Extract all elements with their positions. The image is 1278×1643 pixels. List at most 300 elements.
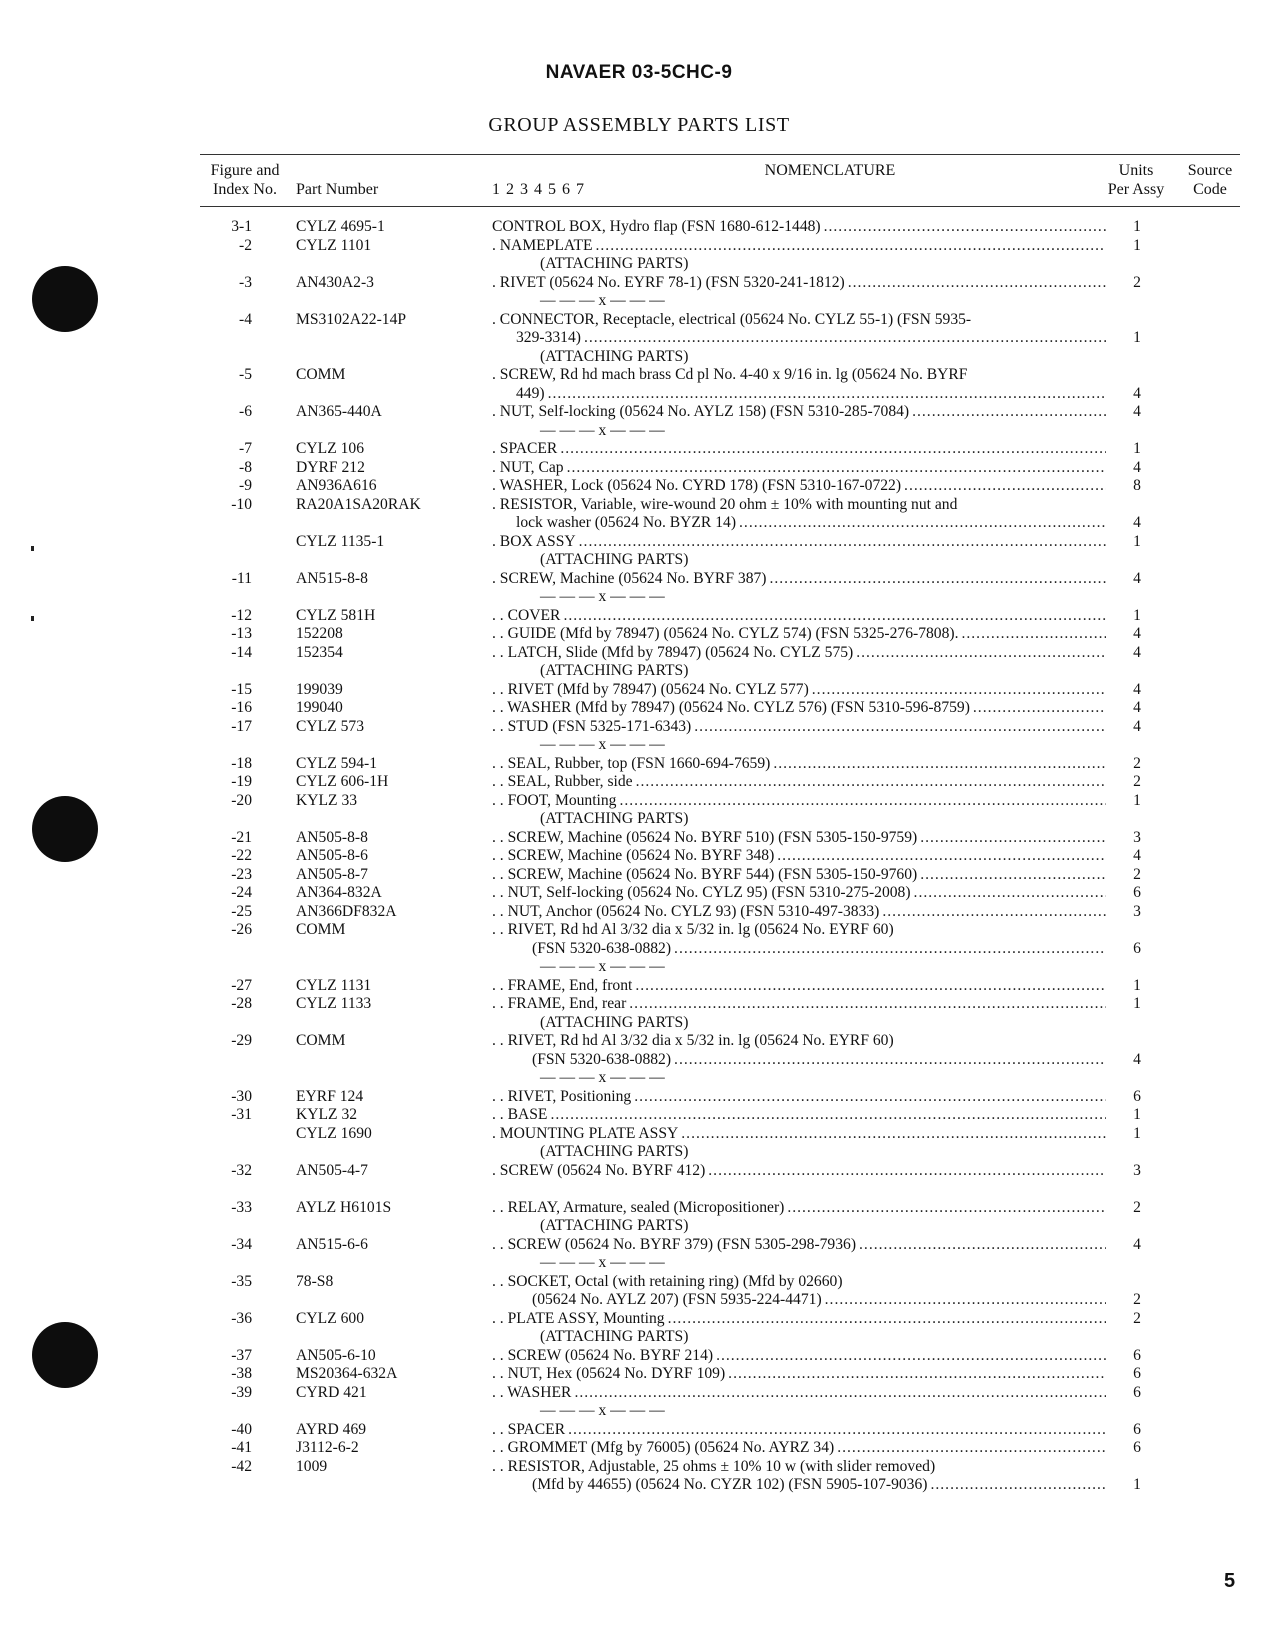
part-number: 199040 xyxy=(296,699,343,716)
part-number: AYLZ H6101S xyxy=(296,1198,392,1216)
nomenclature-line: CONTROL BOX, Hydro flap (FSN 1680-612-1448) xyxy=(492,218,821,235)
leader-dots xyxy=(739,514,1106,533)
nomenclature-line: . . RIVET, Rd hd Al 3/32 dia x 5/32 in. lg (05624 No. EYRF 60) xyxy=(492,921,894,938)
separator-row xyxy=(0,1328,1278,1347)
nomenclature xyxy=(492,884,1106,903)
nomenclature-line: — — — x — — — xyxy=(540,958,665,975)
table-row xyxy=(0,718,1278,737)
nomenclature-line: . . GUIDE (Mfd by 78947) (05624 No. CYLZ 574) (FSN 5325-276-7808). xyxy=(492,625,959,642)
nomenclature xyxy=(492,829,1106,848)
nomenclature-line: . WASHER, Lock (05624 No. CYRD 178) (FSN 5310-167-0722) xyxy=(492,477,902,494)
part-number: 152354 xyxy=(296,643,343,661)
nomenclature xyxy=(492,1439,1106,1458)
units-per-assy: 4 xyxy=(1133,625,1141,642)
leader-dots xyxy=(629,995,1106,1014)
column-header-figure-index xyxy=(200,161,290,199)
leader-dots xyxy=(961,625,1106,644)
index-number: -4 xyxy=(239,310,252,328)
nomenclature xyxy=(492,1384,1106,1403)
units-per-assy: 4 xyxy=(1133,1235,1141,1253)
index-number: -20 xyxy=(231,791,252,809)
leader-dots xyxy=(619,792,1106,811)
separator-row xyxy=(0,588,1278,607)
nomenclature xyxy=(492,477,1106,496)
table-row xyxy=(0,607,1278,626)
nomenclature-line: . . PLATE ASSY, Mounting xyxy=(492,1309,665,1327)
nomenclature-line: (ATTACHING PARTS) xyxy=(540,1328,689,1345)
nomenclature xyxy=(492,1088,1106,1107)
index-number: -32 xyxy=(231,1161,252,1179)
nomenclature xyxy=(492,403,1106,422)
nomenclature xyxy=(492,1365,1106,1384)
units-per-assy: 2 xyxy=(1133,865,1141,883)
table-row xyxy=(0,1236,1278,1255)
index-number: -16 xyxy=(231,699,252,716)
table-row xyxy=(0,477,1278,496)
table-row xyxy=(0,366,1278,403)
index-number: -30 xyxy=(231,1087,252,1105)
nomenclature-line: — — — x — — — xyxy=(540,1254,665,1271)
document-number: NAVAER 03-5CHC-9 xyxy=(545,62,733,83)
nomenclature-line: — — — x — — — xyxy=(540,588,665,605)
nomenclature xyxy=(492,274,1106,293)
leader-dots xyxy=(859,1236,1106,1255)
table-row xyxy=(0,921,1278,958)
column-header-units xyxy=(1086,161,1186,199)
nomenclature-line: (05624 No. AYLZ 207) (FSN 5935-224-4471) xyxy=(532,1291,822,1308)
index-number: -34 xyxy=(231,1235,252,1253)
units-per-assy: 6 xyxy=(1133,1087,1141,1105)
units-per-assy: 1 xyxy=(1133,329,1141,346)
units-per-assy: 1 xyxy=(1133,440,1141,457)
leader-dots xyxy=(674,940,1106,959)
leader-dots xyxy=(914,884,1106,903)
nomenclature-line: (ATTACHING PARTS) xyxy=(540,810,689,827)
nomenclature-line: — — — x — — — xyxy=(540,421,665,439)
units-per-assy: 6 xyxy=(1133,1383,1141,1401)
part-number: AN936A616 xyxy=(296,477,377,494)
leader-dots xyxy=(635,977,1106,996)
units-per-assy: 3 xyxy=(1133,902,1141,920)
nomenclature xyxy=(492,311,1106,348)
nomenclature xyxy=(492,1143,1106,1162)
leader-dots xyxy=(728,1365,1106,1384)
nomenclature xyxy=(492,459,1106,478)
nomenclature xyxy=(492,1421,1106,1440)
nomenclature xyxy=(492,903,1106,922)
units-per-assy: 2 xyxy=(1133,773,1141,790)
nomenclature xyxy=(492,1254,1106,1273)
nomenclature-line: (ATTACHING PARTS) xyxy=(540,255,689,272)
units-per-assy: 3 xyxy=(1133,828,1141,846)
part-number: AN515-8-8 xyxy=(296,569,368,587)
units-per-assy: 6 xyxy=(1133,1420,1141,1438)
table-row xyxy=(0,847,1278,866)
part-number: COMM xyxy=(296,1032,346,1049)
leader-dots xyxy=(716,1347,1106,1366)
table-row xyxy=(0,570,1278,589)
index-number: -36 xyxy=(231,1309,252,1327)
nomenclature xyxy=(492,1014,1106,1033)
nomenclature xyxy=(492,1125,1106,1144)
leader-dots xyxy=(567,459,1106,478)
part-number: AN364-832A xyxy=(296,884,382,901)
table-row xyxy=(0,681,1278,700)
leader-dots xyxy=(550,1106,1106,1125)
index-number: -40 xyxy=(231,1420,252,1438)
nomenclature xyxy=(492,422,1106,441)
part-number: CYLZ 594-1 xyxy=(296,754,377,772)
index-number: -6 xyxy=(239,403,252,420)
units-per-assy: 1 xyxy=(1133,1106,1141,1123)
table-row xyxy=(0,237,1278,256)
part-number: CYLZ 1135-1 xyxy=(296,532,385,550)
units-per-assy: 4 xyxy=(1133,458,1141,476)
nomenclature-line: . . BASE xyxy=(492,1106,548,1123)
nomenclature-line: . RIVET (05624 No. EYRF 78-1) (FSN 5320-241-1812) xyxy=(492,273,845,291)
nomenclature xyxy=(492,570,1106,589)
index-number: -23 xyxy=(231,865,252,883)
part-number: KYLZ 33 xyxy=(296,791,358,809)
units-per-assy: 8 xyxy=(1133,477,1141,494)
index-number: -33 xyxy=(231,1198,252,1216)
column-header-figure-line2: Index No. xyxy=(213,181,277,198)
nomenclature xyxy=(492,755,1106,774)
nomenclature-line: (ATTACHING PARTS) xyxy=(540,347,689,365)
table-row xyxy=(0,533,1278,552)
separator-row xyxy=(0,422,1278,441)
nomenclature-line: . . RESISTOR, Adjustable, 25 ohms ± 10% 10 w (with slider removed) xyxy=(492,1457,936,1475)
nomenclature xyxy=(492,1458,1106,1495)
part-number: DYRF 212 xyxy=(296,458,365,476)
index-number: -28 xyxy=(231,995,252,1012)
leader-dots xyxy=(848,274,1106,293)
part-number: CYLZ 600 xyxy=(296,1309,365,1327)
nomenclature xyxy=(492,551,1106,570)
nomenclature xyxy=(492,847,1106,866)
table-row xyxy=(0,1384,1278,1403)
table-row xyxy=(0,1032,1278,1069)
leader-dots xyxy=(773,755,1106,774)
part-number: CYLZ 1131 xyxy=(296,976,372,994)
nomenclature-line: (FSN 5320-638-0882) xyxy=(532,939,672,957)
index-number: -11 xyxy=(231,569,252,587)
units-per-assy: 1 xyxy=(1133,791,1141,809)
index-number: -19 xyxy=(231,773,252,790)
leader-dots xyxy=(920,829,1106,848)
nomenclature xyxy=(492,1199,1106,1218)
nomenclature xyxy=(492,348,1106,367)
units-per-assy: 1 xyxy=(1133,1124,1141,1142)
index-number: -15 xyxy=(231,680,252,698)
part-number: 152208 xyxy=(296,625,343,642)
index-number: -24 xyxy=(231,884,252,901)
table-row xyxy=(0,977,1278,996)
separator-row xyxy=(0,348,1278,367)
nomenclature-line: (ATTACHING PARTS) xyxy=(540,1143,689,1160)
header-rule-top xyxy=(200,154,1240,155)
units-per-assy: 3 xyxy=(1133,1161,1141,1179)
nomenclature xyxy=(492,218,1106,237)
part-number: AN505-6-10 xyxy=(296,1346,376,1364)
units-per-assy: 1 xyxy=(1133,1476,1141,1493)
index-number: 3-1 xyxy=(231,218,252,235)
nomenclature-line: . SCREW (05624 No. BYRF 412) xyxy=(492,1161,706,1179)
nomenclature xyxy=(492,1162,1106,1181)
index-number: -38 xyxy=(231,1365,252,1382)
leader-dots xyxy=(825,1291,1106,1310)
leader-dots xyxy=(973,699,1106,718)
nomenclature-line: . NAMEPLATE xyxy=(492,236,593,254)
leader-dots xyxy=(777,847,1106,866)
table-row xyxy=(0,995,1278,1014)
nomenclature-line: . SCREW, Machine (05624 No. BYRF 387) xyxy=(492,569,767,587)
part-number: AN505-8-6 xyxy=(296,847,368,864)
units-per-assy: 4 xyxy=(1133,847,1141,864)
index-number: -3 xyxy=(239,273,252,291)
separator-row xyxy=(0,736,1278,755)
leader-dots xyxy=(596,237,1107,256)
nomenclature-line: . SPACER xyxy=(492,440,558,457)
index-number: -10 xyxy=(231,495,252,513)
leader-dots xyxy=(769,570,1106,589)
part-number: CYLZ 606-1H xyxy=(296,773,389,790)
index-number: -5 xyxy=(239,366,252,383)
leader-dots xyxy=(824,218,1106,237)
leader-dots xyxy=(904,477,1106,496)
units-per-assy: 6 xyxy=(1133,1365,1141,1382)
column-header-figure-line1: Figure and xyxy=(210,162,280,179)
table-row xyxy=(0,1458,1278,1495)
table-row xyxy=(0,403,1278,422)
column-header-source-line1: Source xyxy=(1187,162,1233,179)
nomenclature-line: — — — x — — — xyxy=(540,1069,665,1086)
nomenclature xyxy=(492,681,1106,700)
leader-dots xyxy=(668,1310,1106,1329)
page-number: 5 xyxy=(1224,1570,1236,1592)
nomenclature-line: . . FOOT, Mounting xyxy=(492,791,617,809)
part-number: RA20A1SA20RAK xyxy=(296,495,421,513)
part-number: CYRD 421 xyxy=(296,1383,367,1401)
nomenclature-line: — — — x — — — xyxy=(540,1402,665,1419)
nomenclature-line: . . RELAY, Armature, sealed (Micropositioner) xyxy=(492,1198,785,1216)
table-row xyxy=(0,644,1278,663)
units-per-assy: 2 xyxy=(1133,273,1141,291)
table-row xyxy=(0,699,1278,718)
part-number: KYLZ 32 xyxy=(296,1106,358,1123)
units-per-assy: 2 xyxy=(1133,754,1141,772)
nomenclature-line: 449) xyxy=(516,384,545,402)
separator-row xyxy=(0,810,1278,829)
units-per-assy: 4 xyxy=(1133,643,1141,661)
units-per-assy: 4 xyxy=(1133,384,1141,402)
nomenclature-line: — — — x — — — xyxy=(540,292,665,309)
nomenclature xyxy=(492,588,1106,607)
separator-row xyxy=(0,1402,1278,1421)
leader-dots xyxy=(856,644,1106,663)
nomenclature xyxy=(492,1273,1106,1310)
index-number: -41 xyxy=(231,1439,252,1456)
nomenclature-line: . CONNECTOR, Receptacle, electrical (05624 No. CYLZ 55-1) (FSN 5935- xyxy=(492,310,972,328)
part-number: AN366DF832A xyxy=(296,902,397,920)
leader-dots xyxy=(787,1199,1106,1218)
nomenclature-line: (ATTACHING PARTS) xyxy=(540,1217,689,1234)
separator-row xyxy=(0,958,1278,977)
table-row xyxy=(0,884,1278,903)
nomenclature-line: — — — x — — — xyxy=(540,736,665,753)
page-title: GROUP ASSEMBLY PARTS LIST xyxy=(488,114,790,136)
table-row xyxy=(0,773,1278,792)
nomenclature-line: . NUT, Cap xyxy=(492,458,564,476)
leader-dots xyxy=(560,440,1106,459)
index-number: -12 xyxy=(231,606,252,624)
table-row xyxy=(0,1199,1278,1218)
part-number: J3112-6-2 xyxy=(296,1439,359,1456)
nomenclature-line: . . NUT, Self-locking (05624 No. CYLZ 95) (FSN 5310-275-2008) xyxy=(492,884,911,901)
part-number: AN430A2-3 xyxy=(296,273,374,291)
leader-dots xyxy=(574,1384,1106,1403)
index-number: -42 xyxy=(231,1457,252,1475)
nomenclature-line: 329-3314) xyxy=(516,329,581,346)
nomenclature-line: . . SPACER xyxy=(492,1420,566,1438)
separator-row xyxy=(0,1180,1278,1199)
table-row xyxy=(0,1310,1278,1329)
units-per-assy: 6 xyxy=(1133,1346,1141,1364)
nomenclature-line: . . WASHER xyxy=(492,1383,572,1401)
part-number: CYLZ 1101 xyxy=(296,236,372,254)
part-number: AN505-8-7 xyxy=(296,865,368,883)
nomenclature xyxy=(492,699,1106,718)
part-number: CYLZ 1133 xyxy=(296,995,372,1012)
separator-row xyxy=(0,255,1278,274)
units-per-assy: 1 xyxy=(1133,995,1141,1012)
part-number: MS20364-632A xyxy=(296,1365,398,1382)
index-number: -21 xyxy=(231,828,252,846)
nomenclature xyxy=(492,366,1106,403)
index-number: -13 xyxy=(231,625,252,642)
nomenclature xyxy=(492,255,1106,274)
separator-row xyxy=(0,1014,1278,1033)
column-header-units-line1: Units xyxy=(1118,162,1154,179)
leader-dots xyxy=(708,1162,1106,1181)
units-per-assy: 4 xyxy=(1133,1050,1141,1068)
nomenclature-line: . . COVER xyxy=(492,606,561,624)
nomenclature xyxy=(492,625,1106,644)
nomenclature-line: . . SEAL, Rubber, side xyxy=(492,773,633,790)
nomenclature xyxy=(492,1180,1106,1199)
nomenclature xyxy=(492,958,1106,977)
table-row xyxy=(0,1273,1278,1310)
nomenclature-line: . . NUT, Anchor (05624 No. CYLZ 93) (FSN 5310-497-3833) xyxy=(492,902,880,920)
leader-dots xyxy=(563,607,1106,626)
nomenclature-line: . BOX ASSY xyxy=(492,532,576,550)
parts-list-table xyxy=(0,218,1278,1495)
part-number: CYLZ 581H xyxy=(296,606,376,624)
part-number: AN505-8-8 xyxy=(296,828,368,846)
nomenclature xyxy=(492,496,1106,533)
leader-dots xyxy=(634,1088,1106,1107)
column-header-indent-scale: 1 2 3 4 5 6 7 xyxy=(492,181,585,198)
table-row xyxy=(0,218,1278,237)
part-number: 78-S8 xyxy=(296,1272,334,1290)
table-row xyxy=(0,625,1278,644)
leader-dots xyxy=(584,329,1106,348)
leader-dots xyxy=(694,718,1106,737)
leader-dots xyxy=(674,1051,1106,1070)
nomenclature xyxy=(492,995,1106,1014)
index-number: -22 xyxy=(231,847,252,864)
part-number: 1009 xyxy=(296,1457,328,1475)
part-number: 199039 xyxy=(296,680,343,698)
units-per-assy: 4 xyxy=(1133,569,1141,587)
units-per-assy: 4 xyxy=(1133,717,1141,735)
nomenclature xyxy=(492,662,1106,681)
table-row xyxy=(0,440,1278,459)
table-row xyxy=(0,1106,1278,1125)
leader-dots xyxy=(636,773,1106,792)
nomenclature xyxy=(492,1217,1106,1236)
part-number: CYLZ 1690 xyxy=(296,1124,372,1142)
nomenclature-line: . . SCREW, Machine (05624 No. BYRF 510) (FSN 5305-150-9759) xyxy=(492,828,918,846)
nomenclature xyxy=(492,1328,1106,1347)
table-row xyxy=(0,459,1278,478)
units-per-assy: 6 xyxy=(1133,1439,1141,1456)
index-number: -2 xyxy=(239,236,252,254)
table-row xyxy=(0,1088,1278,1107)
leader-dots xyxy=(912,403,1106,422)
units-per-assy: 6 xyxy=(1133,884,1141,901)
nomenclature-line: (Mfd by 44655) (05624 No. CYZR 102) (FSN 5905-107-9036) xyxy=(532,1476,928,1493)
nomenclature xyxy=(492,1236,1106,1255)
nomenclature-line: . . STUD (FSN 5325-171-6343) xyxy=(492,717,692,735)
leader-dots xyxy=(920,866,1106,885)
nomenclature-line: . . FRAME, End, front xyxy=(492,976,633,994)
units-per-assy: 1 xyxy=(1133,236,1141,254)
leader-dots xyxy=(568,1421,1106,1440)
nomenclature-line: (ATTACHING PARTS) xyxy=(540,662,689,679)
index-number: -18 xyxy=(231,754,252,772)
part-number: MS3102A22-14P xyxy=(296,310,407,328)
units-per-assy: 1 xyxy=(1133,532,1141,550)
nomenclature-line: . . RIVET (Mfd by 78947) (05624 No. CYLZ 577) xyxy=(492,680,809,698)
nomenclature-line: . . FRAME, End, rear xyxy=(492,995,627,1012)
part-number: CYLZ 573 xyxy=(296,717,365,735)
leader-dots xyxy=(930,1476,1106,1495)
units-per-assy: 1 xyxy=(1133,218,1141,235)
nomenclature xyxy=(492,736,1106,755)
units-per-assy: 4 xyxy=(1133,403,1141,420)
table-row xyxy=(0,1125,1278,1144)
nomenclature xyxy=(492,440,1106,459)
part-number: AN505-4-7 xyxy=(296,1161,368,1179)
units-per-assy: 2 xyxy=(1133,1291,1141,1308)
index-number: -27 xyxy=(231,976,252,994)
nomenclature xyxy=(492,1106,1106,1125)
leader-dots xyxy=(579,533,1106,552)
part-number: EYRF 124 xyxy=(296,1087,364,1105)
nomenclature-line: . . WASHER (Mfd by 78947) (05624 No. CYLZ 576) (FSN 5310-596-8759) xyxy=(492,699,970,716)
nomenclature-line: (ATTACHING PARTS) xyxy=(540,551,689,568)
table-row xyxy=(0,1365,1278,1384)
part-number: CYLZ 4695-1 xyxy=(296,218,385,235)
index-number: -9 xyxy=(239,477,252,494)
part-number: COMM xyxy=(296,366,346,383)
units-per-assy: 1 xyxy=(1133,976,1141,994)
index-number: -31 xyxy=(231,1106,252,1123)
leader-dots xyxy=(882,903,1106,922)
table-row xyxy=(0,496,1278,533)
nomenclature xyxy=(492,921,1106,958)
